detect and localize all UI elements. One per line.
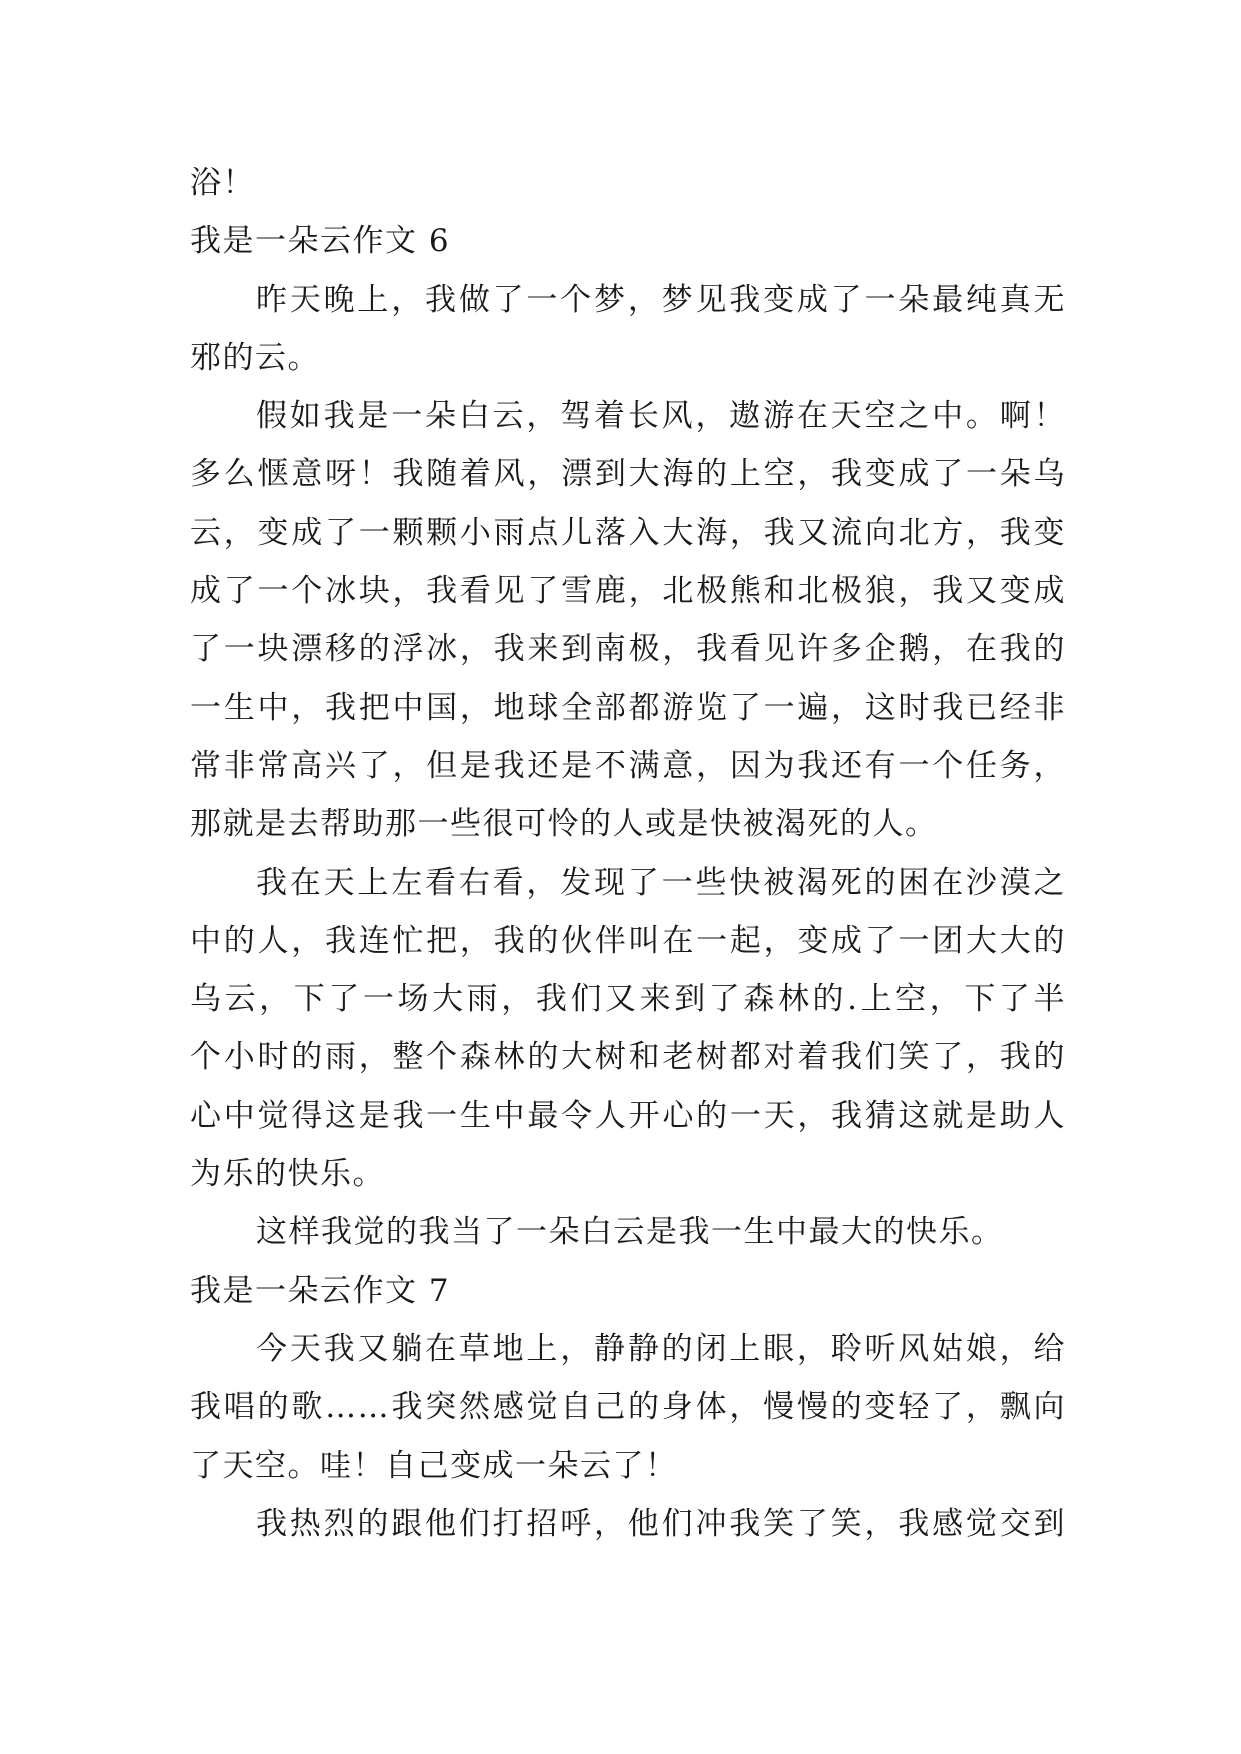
text-line: 中的人，我连忙把，我的伙伴叫在一起，变成了一团大大的 [190,922,1066,959]
text-line: 我唱的歌……我突然感觉自己的身体，慢慢的变轻了，飘向 [190,1389,1066,1426]
document-page [190,154,1066,1553]
text-line: 乌云，下了一场大雨，我们又来到了森林的.上空，下了半 [190,981,1066,1018]
text-line: 这样我觉的我当了一朵白云是我一生中最大的快乐。 [256,1214,1004,1251]
text-line: 个小时的雨，整个森林的大树和老树都对着我们笑了，我的 [190,1039,1066,1076]
text-line: 了一块漂移的浮冰，我来到南极，我看见许多企鹅，在我的 [190,631,1066,668]
text-line: 昨天晚上，我做了一个梦，梦见我变成了一朵最纯真无 [256,281,1066,318]
text-line: 我热烈的跟他们打招呼，他们冲我笑了笑，我感觉交到 [256,1505,1066,1542]
text-line: 常非常高兴了，但是我还是不满意，因为我还有一个任务， [190,747,1066,784]
text-line: 今天我又躺在草地上，静静的闭上眼，聆听风姑娘，给 [256,1330,1066,1367]
text-line: 我在天上左看右看，发现了一些快被渴死的困在沙漠之 [256,864,1066,901]
text-line: 为乐的快乐。 [190,1156,385,1193]
text-line: 那就是去帮助那一些很可怜的人或是快被渴死的人。 [190,806,938,843]
text-line: 假如我是一朵白云，驾着长风，遨游在天空之中。啊！ [256,398,1066,435]
text-line: 浴！ [190,165,255,201]
text-line: 多么惬意呀！我随着风，漂到大海的上空，我变成了一朵乌 [190,456,1066,493]
text-line: 成了一个冰块，我看见了雪鹿，北极熊和北极狼，我又变成 [190,573,1066,610]
text-line: 心中觉得这是我一生中最令人开心的一天，我猜这就是助人 [190,1097,1066,1134]
text-line: 一生中，我把中国，地球全部都游览了一遍，这时我已经非 [190,689,1066,726]
section-heading: 我是一朵云作文 6 [190,223,451,260]
text-line: 了天空。哇！自己变成一朵云了！ [190,1447,678,1484]
section-heading: 我是一朵云作文 7 [190,1272,451,1309]
text-line: 邪的云。 [190,339,320,376]
text-line: 云，变成了一颗颗小雨点儿落入大海，我又流向北方，我变 [190,514,1066,551]
